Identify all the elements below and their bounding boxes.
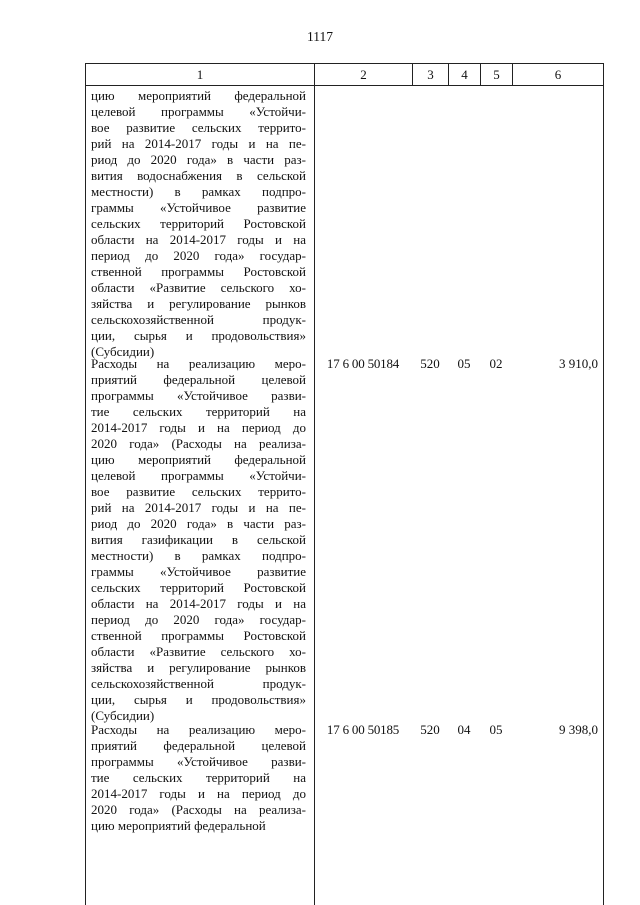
description-line: (Субсидии) [91, 344, 155, 359]
description-line: местности) в рамках подпро- [91, 548, 306, 563]
description-line: приятий федеральной целевой [91, 738, 306, 753]
description-line: программы «Устойчивое разви- [91, 388, 306, 403]
description-line: программы «Устойчивое разви- [91, 754, 306, 769]
page-number: 1117 [307, 29, 333, 44]
description-line: тие сельских территорий на [91, 770, 306, 785]
description-line: вое развитие сельских террито- [91, 484, 306, 499]
description-line: цию мероприятий федеральной [91, 88, 306, 103]
description-line: сельскохозяйственной продук- [91, 676, 306, 691]
row-description [91, 722, 306, 834]
header-col-6: 6 [513, 64, 604, 86]
description-line: вития газификации в сельской [91, 532, 306, 547]
table-rule-1 [314, 85, 315, 905]
description-line: риод до 2020 года» в части раз- [91, 152, 306, 167]
description-line: зяйства и регулирование рынков [91, 660, 306, 675]
amount-value: 9 398,0 [559, 722, 598, 737]
description-line: 2014-2017 годы и на период до [91, 786, 306, 801]
section-code: 05 [457, 356, 471, 371]
column-header-row [85, 63, 604, 86]
subsection-code: 02 [489, 356, 503, 371]
table-rule-right [603, 85, 604, 905]
description-line: сельских территорий Ростовской [91, 580, 306, 595]
description-line: цию мероприятий федеральной [91, 452, 306, 467]
description-line: граммы «Устойчивое развитие [91, 564, 306, 579]
target-article-code: 17 6 00 50184 [326, 356, 400, 371]
description-line: области «Развитие сельского хо- [91, 280, 306, 295]
description-line: Расходы на реализацию меро- [91, 356, 306, 371]
header-col-2: 2 [315, 64, 413, 86]
description-line: граммы «Устойчивое развитие [91, 200, 306, 215]
description-line: рий на 2014-2017 годы и на пе- [91, 136, 306, 151]
description-line: (Субсидии) [91, 708, 155, 723]
description-line: области «Развитие сельского хо- [91, 644, 306, 659]
description-line: сельских территорий Ростовской [91, 216, 306, 231]
description-line: Расходы на реализацию меро- [91, 722, 306, 737]
header-col-1: 1 [86, 64, 315, 86]
description-line: зяйства и регулирование рынков [91, 296, 306, 311]
description-line: приятий федеральной целевой [91, 372, 306, 387]
description-line: период до 2020 года» государ- [91, 248, 306, 263]
section-code: 04 [457, 722, 471, 737]
description-line: области на 2014-2017 годы и на [91, 232, 306, 247]
header-col-4: 4 [449, 64, 481, 86]
description-line: тие сельских территорий на [91, 404, 306, 419]
description-line: местности) в рамках подпро- [91, 184, 306, 199]
description-line: ции, сырья и продовольствия» [91, 692, 306, 707]
description-line: цию мероприятий федеральной [91, 818, 266, 833]
description-line: сельскохозяйственной продук- [91, 312, 306, 327]
description-line: 2020 года» (Расходы на реализа- [91, 436, 306, 451]
description-line: вое развитие сельских террито- [91, 120, 306, 135]
description-line: 2020 года» (Расходы на реализа- [91, 802, 306, 817]
description-line: целевой программы «Устойчи- [91, 468, 306, 483]
amount-value: 3 910,0 [559, 356, 598, 371]
subsection-code: 05 [489, 722, 503, 737]
description-line: риод до 2020 года» в части раз- [91, 516, 306, 531]
table-rule-left [85, 85, 86, 905]
description-line: целевой программы «Устойчи- [91, 104, 306, 119]
target-article-code: 17 6 00 50185 [326, 722, 400, 737]
row-description [91, 88, 306, 360]
description-line: рий на 2014-2017 годы и на пе- [91, 500, 306, 515]
description-line: ственной программы Ростовской [91, 264, 306, 279]
description-line: вития водоснабжения в сельской [91, 168, 306, 183]
header-col-3: 3 [413, 64, 449, 86]
description-line: 2014-2017 годы и на период до [91, 420, 306, 435]
description-line: период до 2020 года» государ- [91, 612, 306, 627]
expense-type-code: 520 [420, 722, 440, 737]
description-line: ции, сырья и продовольствия» [91, 328, 306, 343]
description-line: ственной программы Ростовской [91, 628, 306, 643]
description-line: области на 2014-2017 годы и на [91, 596, 306, 611]
row-description [91, 356, 306, 724]
expense-type-code: 520 [420, 356, 440, 371]
header-col-5: 5 [481, 64, 513, 86]
